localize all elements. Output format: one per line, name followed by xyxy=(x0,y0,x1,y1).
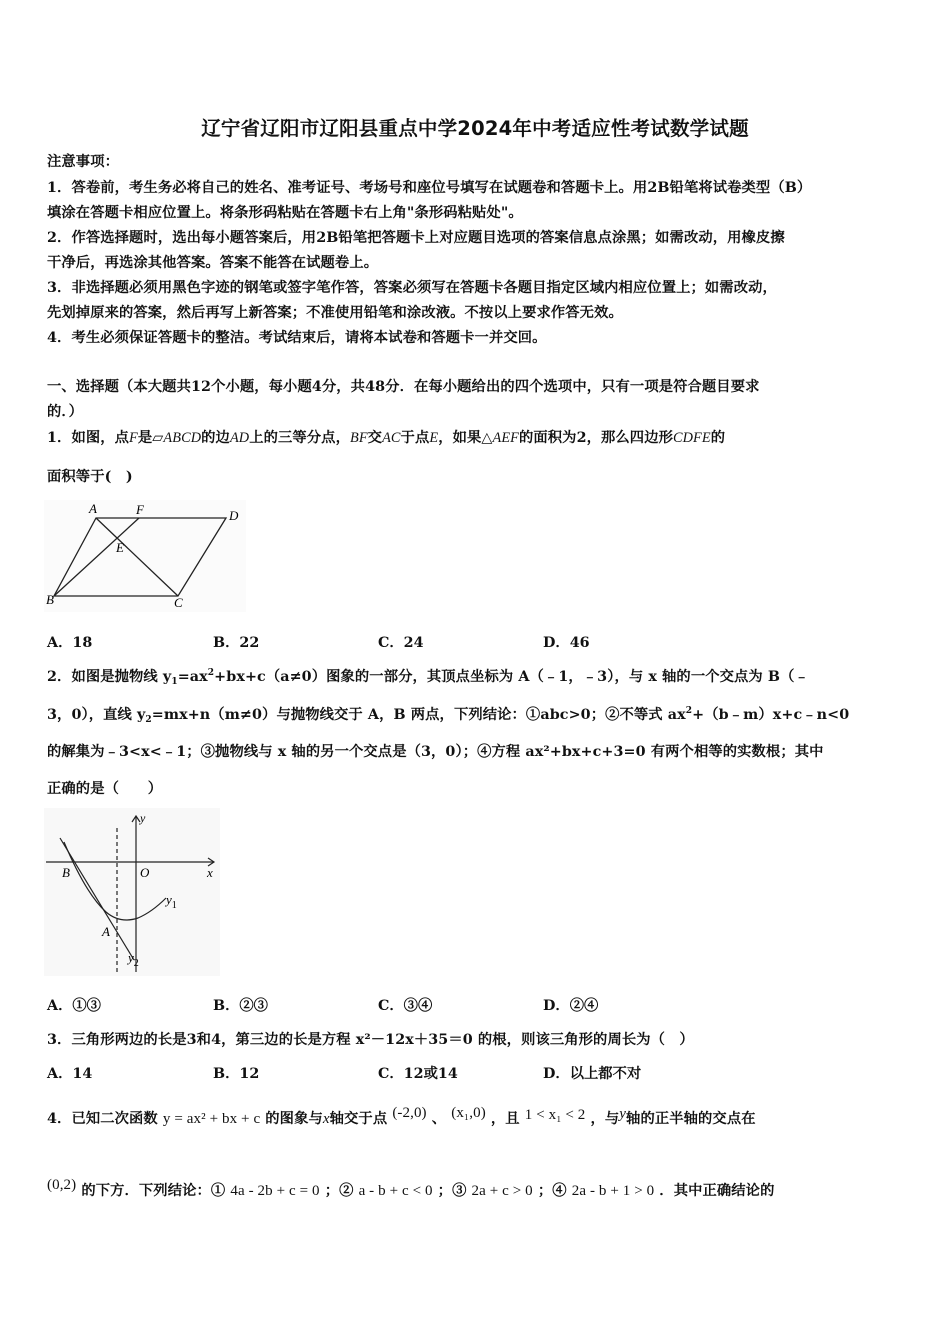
q2-option-b[interactable]: B．②③ xyxy=(213,998,268,1014)
q1-option-a[interactable]: A．18 xyxy=(47,635,93,651)
notice-line-2: 填涂在答题卡相应位置上。将条形码粘贴在答题卡右上角"条形码粘贴处"。 xyxy=(47,205,523,221)
q3-option-d[interactable]: D．以上都不对 xyxy=(543,1066,642,1082)
fig2-label-B: B xyxy=(62,865,70,880)
q3-option-a[interactable]: A．14 xyxy=(47,1066,93,1082)
q2-stem-line-3: 的解集为﹣3<x<﹣1；③抛物线与 x 轴的另一个交点是（3，0）；④方程 ax²+bx+c+3=0 有两个相等的实数根；其中 xyxy=(47,744,824,760)
q4-stem-line-2: (0,2) 的下方．下列结论：① 4a - 2b + c = 0 ；② a - b + c < 0 ；③ 2a + c > 0 ；④ 2a - b + 1 > 0 ．其中正确结论的 xyxy=(47,1177,775,1199)
q2-option-c[interactable]: C．③④ xyxy=(378,998,433,1014)
q2-parabola-figure xyxy=(44,808,220,976)
notice-line-5: 3．非选择题必须用黑色字迹的钢笔或签字笔作答，答案必须写在答题卡各题目指定区域内相应位置上；如需改动， xyxy=(47,280,777,296)
q4-point-3: (0,2) xyxy=(47,1177,77,1193)
fig1-label-F: F xyxy=(136,502,144,517)
notice-heading: 注意事项： xyxy=(47,154,119,170)
q3-option-b[interactable]: B．12 xyxy=(213,1066,260,1082)
fig1-label-C: C xyxy=(174,595,183,610)
page-title: 辽宁省辽阳市辽阳县重点中学2024年中考适应性考试数学试题 xyxy=(201,117,749,140)
q4-function: y = ax² + bx + c xyxy=(162,1111,261,1127)
fig2-label-A: A xyxy=(102,924,110,939)
q3-stem: 3．三角形两边的长是3和4，第三边的长是方程 x²－12x＋35＝0 的根，则该三角形的周长为（ ） xyxy=(47,1032,694,1048)
fig1-label-D: D xyxy=(229,508,239,523)
fig1-label-B: B xyxy=(46,592,54,607)
q1-stem-line-1: 1．如图，点F是▱ABCD的边AD上的三等分点，BF交AC于点E，如果△AEF的面积为2，那么四边形CDFE的 xyxy=(47,430,726,446)
fig1-label-A: A xyxy=(89,501,97,516)
q4-conclusion-4: 2a - b + 1 > 0 xyxy=(571,1183,655,1199)
notice-line-6: 先划掉原来的答案，然后再写上新答案；不准使用铅笔和涂改液。不按以上要求作答无效。 xyxy=(47,305,623,321)
notice-line-1: 1．答卷前，考生务必将自己的姓名、准考证号、考场号和座位号填写在试题卷和答题卡上。用2B铅笔将试卷类型（B） xyxy=(47,180,812,196)
fig2-label-y2: $y_2$ xyxy=(128,950,139,969)
fig1-label-E: E xyxy=(116,540,124,555)
q4-conclusion-2: a - b + c < 0 xyxy=(358,1183,433,1199)
q4-conclusion-1: 4a - 2b + c = 0 xyxy=(230,1183,320,1199)
q1-option-c[interactable]: C．24 xyxy=(378,635,424,651)
q2-option-a[interactable]: A．①③ xyxy=(47,998,101,1014)
fig2-label-O: O xyxy=(140,865,150,880)
fig2-label-y1: $y_1$ xyxy=(166,892,177,911)
fig2-label-y: y xyxy=(140,811,146,825)
q2-stem-line-4: 正确的是（ ） xyxy=(47,781,163,797)
q1-option-b[interactable]: B．22 xyxy=(213,635,260,651)
q1-parallelogram-figure xyxy=(44,500,246,612)
notice-line-7: 4．考生必须保证答题卡的整洁。考试结束后，请将本试卷和答题卡一并交回。 xyxy=(47,330,547,346)
q3-option-c[interactable]: C．12或14 xyxy=(378,1066,458,1082)
notice-line-4: 干净后，再选涂其他答案。答案不能答在试题卷上。 xyxy=(47,255,379,271)
section-heading-line-2: 的．） xyxy=(47,404,84,420)
q1-option-d[interactable]: D．46 xyxy=(543,635,590,651)
q4-condition: 1 < x₁ < 2 xyxy=(524,1107,586,1123)
q2-option-d[interactable]: D．②④ xyxy=(543,998,599,1014)
notice-line-3: 2．作答选择题时，选出每小题答案后，用2B铅笔把答题卡上对应题目选项的答案信息点涂黑；如需改动，用橡皮擦 xyxy=(47,230,785,246)
q4-stem-line-1: 4．已知二次函数 y = ax² + bx + c 的图象与x轴交于点 (-2,0) 、 (x₁,0) ，且 1 < x₁ < 2 ，与y轴的正半轴的交点在 xyxy=(47,1105,756,1127)
q1-stem-line-2: 面积等于( ) xyxy=(47,469,133,485)
section-heading-line-1: 一、选择题（本大题共12个小题，每小题4分，共48分．在每小题给出的四个选项中，只有一项是符合题目要求 xyxy=(47,379,760,395)
fig2-label-x: x xyxy=(207,865,213,880)
q4-point-2: (x₁,0) xyxy=(451,1105,486,1121)
q2-stem-line-1: 2．如图是抛物线 $y_1=ax^2+bx+c(a\ne 0)$图象的一部分，其顶点坐标为 A（﹣1，﹣3），与 x 轴的一个交点为 B（﹣ xyxy=(47,668,809,687)
q4-point-1: (-2,0) xyxy=(392,1105,427,1121)
q4-conclusion-3: 2a + c > 0 xyxy=(471,1183,533,1199)
q2-stem-line-2: 3，0），直线 $y_2=mx+n(m\ne 0)$与抛物线交于 A，B 两点，下列结论：①abc>0；②不等式 $ax^2+(b﹣m)x+c﹣n<0$ xyxy=(47,706,850,725)
